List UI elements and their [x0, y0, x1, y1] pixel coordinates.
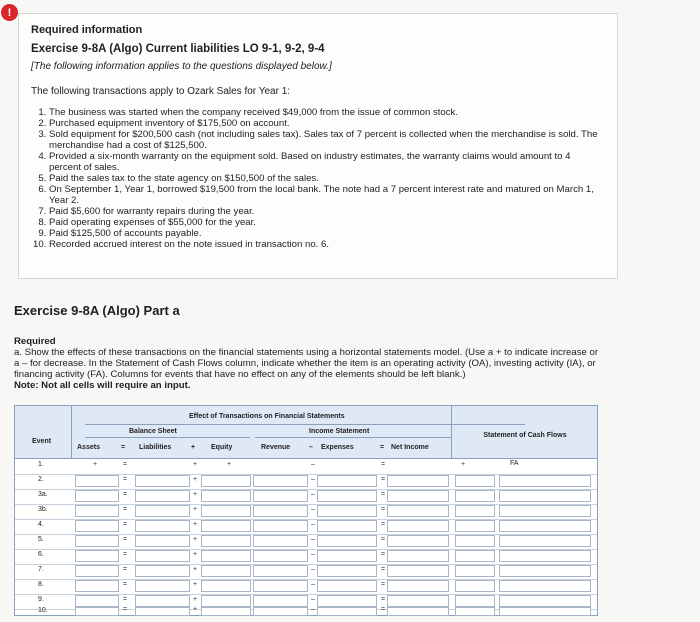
equity-input[interactable] — [201, 565, 251, 577]
cash-amount-input[interactable] — [455, 550, 495, 562]
table-row: 1. + = + + – = + FA — [15, 459, 597, 475]
cash-flows-header: Statement of Cash Flows — [483, 432, 567, 439]
transaction-item: 1. The business was started when the company received $49,000 from the issue of common stock. — [49, 107, 605, 118]
cash-activity-input[interactable] — [499, 505, 591, 517]
revenue-input[interactable] — [253, 565, 308, 577]
net-income-input[interactable] — [387, 565, 449, 577]
assets-input[interactable] — [75, 490, 119, 502]
required-information-panel — [18, 13, 618, 279]
expenses-input[interactable] — [317, 607, 377, 616]
table-row: 10. = + – = — [15, 606, 597, 616]
plus-op: + — [191, 444, 196, 451]
cash-amount-input[interactable] — [455, 607, 495, 616]
expenses-input[interactable] — [317, 490, 377, 502]
applies-note: [The following information applies to the questions displayed below.] — [31, 61, 332, 72]
part-title: Exercise 9-8A (Algo) Part a — [14, 303, 180, 318]
expenses-input[interactable] — [317, 580, 377, 592]
minus-op: – — [309, 444, 313, 451]
requirement-note: Note: Not all cells will require an input. — [14, 380, 191, 391]
event-label: 3b. — [38, 506, 48, 513]
equity-input[interactable] — [201, 505, 251, 517]
transaction-item: 7. Paid $5,600 for warranty repairs during the year. — [49, 206, 605, 217]
net-income-input[interactable] — [387, 550, 449, 562]
cash-amount-input[interactable] — [455, 520, 495, 532]
cash-activity-input[interactable] — [499, 607, 591, 616]
equity-input[interactable] — [201, 490, 251, 502]
table-row: 6. = + – = — [15, 549, 597, 565]
net-income-input[interactable] — [387, 490, 449, 502]
liabilities-input[interactable] — [135, 505, 190, 517]
event-label: 4. — [38, 521, 44, 528]
cash-amount-input[interactable] — [455, 565, 495, 577]
table-row: 9. = + – = — [15, 594, 597, 610]
table-row: 8. = + – = — [15, 579, 597, 595]
cash-activity-input[interactable] — [499, 520, 591, 532]
table-row: 3b. = + – = — [15, 504, 597, 520]
equals-op: = — [121, 444, 126, 451]
transaction-item: 3. Sold equipment for $200,500 cash (not including sales tax). Sales tax of 7 percent is collected when the merchandise is sold. The merchandise had a cost of $125,500. — [49, 129, 605, 151]
revenue-input[interactable] — [253, 520, 308, 532]
revenue-input[interactable] — [253, 535, 308, 547]
equity-input[interactable] — [201, 550, 251, 562]
cash-amount-input[interactable] — [455, 535, 495, 547]
cash-activity: FA — [510, 460, 519, 467]
event-label: 1. — [38, 461, 44, 468]
transaction-item: 5. Paid the sales tax to the state agency on $150,500 of the sales. — [49, 173, 605, 184]
assets-input[interactable] — [75, 550, 119, 562]
transactions-intro: The following transactions apply to Ozark Sales for Year 1: — [31, 86, 291, 97]
event-label: 3a. — [38, 491, 48, 498]
revenue-input[interactable] — [253, 580, 308, 592]
cash-activity-input[interactable] — [499, 475, 591, 487]
liabilities-input[interactable] — [135, 580, 190, 592]
equity-input[interactable] — [201, 607, 251, 616]
assets-input[interactable] — [75, 565, 119, 577]
cash-activity-input[interactable] — [499, 565, 591, 577]
liabilities-input[interactable] — [135, 475, 190, 487]
revenue-input[interactable] — [253, 607, 308, 616]
event-label: 5. — [38, 536, 44, 543]
net-income-input[interactable] — [387, 580, 449, 592]
revenue-input[interactable] — [253, 550, 308, 562]
income-statement-heading: Income Statement — [309, 428, 370, 435]
net-income-input[interactable] — [387, 475, 449, 487]
revenue-input[interactable] — [253, 475, 308, 487]
expenses-input[interactable] — [317, 535, 377, 547]
cash-amount-input[interactable] — [455, 580, 495, 592]
event-label: 9. — [38, 596, 44, 603]
exercise-title: Exercise 9-8A (Algo) Current liabilities LO 9-1, 9-2, 9-4 — [31, 43, 325, 55]
event-label: 8. — [38, 581, 44, 588]
cash-activity-input[interactable] — [499, 580, 591, 592]
event-label: 7. — [38, 566, 44, 573]
expenses-input[interactable] — [317, 505, 377, 517]
net-income-input[interactable] — [387, 535, 449, 547]
cash-amount-input[interactable] — [455, 505, 495, 517]
horizontal-statements-model-table — [14, 405, 598, 616]
required-heading: Required — [14, 336, 56, 347]
event-label: 2. — [38, 476, 44, 483]
table-row: 4. = + – = — [15, 519, 597, 535]
requirement-instructions: a. Show the effects of these transactions on the financial statements using a horizontal statements model. (Use a + to indicate increase or a – for decrease. In the Statement of Cash Flows column, indicate whether the item is an operating activity (OA), investing activity (IA), or financing activity (FA). Columns for events that have no effect on any of the elements should be left blank.) — [14, 347, 599, 380]
expenses-input[interactable] — [317, 520, 377, 532]
revenue-input[interactable] — [253, 490, 308, 502]
event-label: 6. — [38, 551, 44, 558]
transaction-item: 9. Paid $125,500 of accounts payable. — [49, 228, 605, 239]
liabilities-input[interactable] — [135, 520, 190, 532]
net-income-input[interactable] — [387, 505, 449, 517]
liabilities-input[interactable] — [135, 607, 190, 616]
net-income-input[interactable] — [387, 607, 449, 616]
equity-input[interactable] — [201, 475, 251, 487]
equity-sign: + — [227, 461, 232, 468]
equity-input[interactable] — [201, 520, 251, 532]
cash-activity-input[interactable] — [499, 550, 591, 562]
net-income-input[interactable] — [387, 520, 449, 532]
balance-sheet-heading: Balance Sheet — [129, 428, 177, 435]
net-income-header: Net Income — [391, 444, 429, 451]
assets-header: Assets — [77, 444, 100, 451]
equals-op: = — [380, 444, 385, 451]
transaction-item: 8. Paid operating expenses of $55,000 for the year. — [49, 217, 605, 228]
revenue-input[interactable] — [253, 505, 308, 517]
expenses-input[interactable] — [317, 565, 377, 577]
transaction-item: 2. Purchased equipment inventory of $175,500 on account. — [49, 118, 605, 129]
table-title: Effect of Transactions on Financial Statements — [189, 413, 345, 420]
table-header — [15, 406, 597, 459]
cash-amount-input[interactable] — [455, 490, 495, 502]
table-row: 3a. = + – = — [15, 489, 597, 505]
liabilities-header: Liabilities — [139, 444, 172, 451]
assets-input[interactable] — [75, 520, 119, 532]
cash-activity-input[interactable] — [499, 490, 591, 502]
assets-input[interactable] — [75, 535, 119, 547]
liabilities-input[interactable] — [135, 550, 190, 562]
revenue-header: Revenue — [261, 444, 291, 451]
assets-sign: + — [93, 461, 98, 468]
cash-activity-input[interactable] — [499, 535, 591, 547]
cash-amount-input[interactable] — [455, 475, 495, 487]
event-label: 10. — [38, 607, 48, 614]
expenses-input[interactable] — [317, 475, 377, 487]
equity-input[interactable] — [201, 580, 251, 592]
expenses-header: Expenses — [321, 444, 354, 451]
table-row: 7. = + – = — [15, 564, 597, 580]
assets-input[interactable] — [75, 607, 119, 616]
expenses-input[interactable] — [317, 550, 377, 562]
transaction-item: 6. On September 1, Year 1, borrowed $19,500 from the local bank. The note had a 7 percent interest rate and matured on March 1, Year 2. — [49, 184, 605, 206]
transaction-item: 10. Recorded accrued interest on the note issued in transaction no. 6. — [49, 239, 605, 250]
table-row: 5. = + – = — [15, 534, 597, 550]
required-information-heading: Required information — [31, 24, 143, 36]
transaction-item: 4. Provided a six-month warranty on the equipment sold. Based on industry estimates, the warranty claims would amount to 4 percent of sales. — [49, 151, 605, 173]
cash-sign: + — [461, 461, 466, 468]
liabilities-input[interactable] — [135, 565, 190, 577]
info-alert-icon: ! — [1, 4, 18, 21]
part-requirements — [14, 336, 604, 391]
assets-input[interactable] — [75, 475, 119, 487]
transactions-list — [31, 107, 605, 250]
liabilities-input[interactable] — [135, 490, 190, 502]
equity-header: Equity — [211, 444, 233, 451]
table-row: 2. = + – = — [15, 474, 597, 490]
liabilities-input[interactable] — [135, 535, 190, 547]
assets-input[interactable] — [75, 580, 119, 592]
equity-input[interactable] — [201, 535, 251, 547]
event-header: Event — [32, 438, 52, 445]
assets-input[interactable] — [75, 505, 119, 517]
